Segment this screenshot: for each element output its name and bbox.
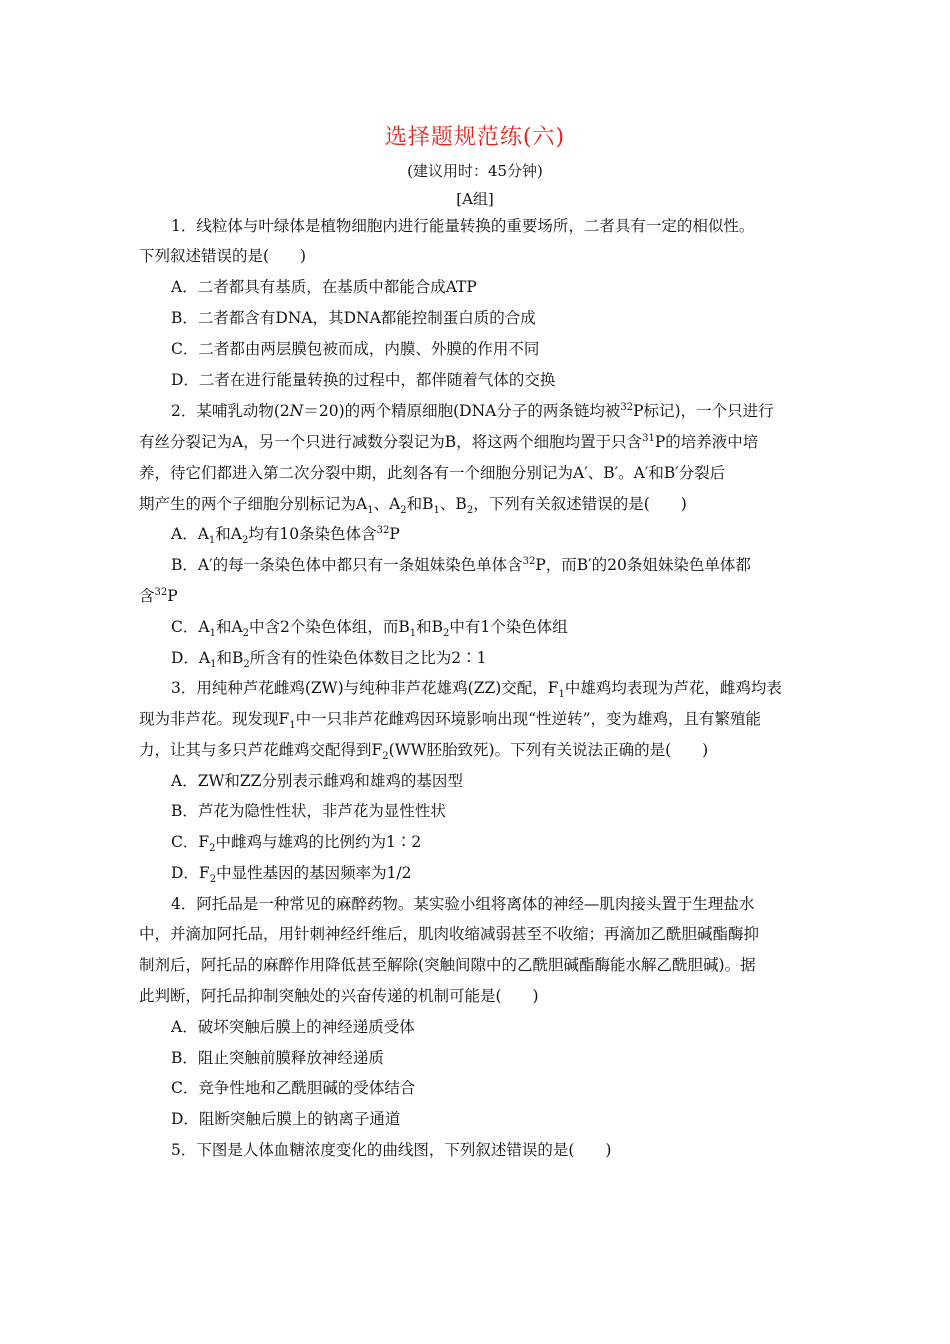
group-label: [A组]: [456, 190, 494, 208]
page-title: 选择题规范练(六): [384, 125, 566, 150]
q2-option-c: C．$A_1$和$A_2$中含2个染色体组，而$B_1$和$B_2$中有1个染色体组: [171, 618, 568, 640]
q4-option-c: C．竞争性地和乙酰胆碱的受体结合: [171, 1079, 416, 1097]
q4-stem-line3: 制剂后，阿托品的麻醉作用降低甚至解除(突触间隙中的乙酰胆碱酯酶能水解乙酰胆碱)。据: [139, 956, 756, 974]
q2-option-b-line2: 含$^{32}$P: [139, 586, 178, 605]
q4-option-d: D．阻断突触后膜上的钠离子通道: [171, 1110, 401, 1128]
q1-stem-line1: 1．线粒体与叶绿体是植物细胞内进行能量转换的重要场所，二者具有一定的相似性。: [171, 217, 755, 235]
q3-option-a: A．ZW和ZZ分别表示雌鸡和雄鸡的基因型: [171, 772, 463, 790]
q4-stem-line4: 此判断，阿托品抑制突触处的兴奋传递的机制可能是( ): [139, 987, 539, 1005]
q5-stem-line1: 5．下图是人体血糖浓度变化的曲线图，下列叙述错误的是( ): [171, 1141, 612, 1159]
q1-stem-line2: 下列叙述错误的是( ): [139, 247, 307, 265]
q2-stem-line1: 2．某哺乳动物(2N＝20)的两个精原细胞(DNA分子的两条链均被$^{32}$P标记)，一个只进行: [171, 401, 774, 420]
q4-stem-line2: 中，并滴加阿托品，用针刺神经纤维后，肌肉收缩减弱甚至不收缩；再滴加乙酰胆碱酯酶抑: [139, 925, 760, 943]
q3-option-c: C．$F_2$中雌鸡与雄鸡的比例约为1∶2: [171, 833, 422, 855]
q2-stem-line2: 有丝分裂记为A，另一个只进行减数分裂记为B，将这两个细胞均置于只含$^{31}$P的培养液中培: [139, 432, 759, 451]
q3-option-b: B．芦花为隐性性状，非芦花为显性性状: [171, 802, 446, 820]
q4-option-a: A．破坏突触后膜上的神经递质受体: [171, 1018, 415, 1036]
q3-option-d: D．$F_2$中显性基因的基因频率为1/2: [171, 864, 412, 886]
q1-option-c: C．二者都由两层膜包被而成，内膜、外膜的作用不同: [171, 340, 540, 358]
q2-option-a: A．$A_1$和$A_2$均有10条染色体含$^{32}$P: [171, 524, 400, 547]
q2-option-d: D．$A_1$和$B_2$所含有的性染色体数目之比为2∶1: [171, 649, 487, 671]
q3-stem-line3: 力，让其与多只芦花雌鸡交配得到$F_2(WW$胚胎致死)。下列有关说法正确的是( ): [139, 741, 709, 763]
q3-stem-line2: 现为非芦花。现发现$F_1$中一只非芦花雌鸡因环境影响出现“性逆转”，变为雄鸡，且有繁殖能: [139, 710, 761, 732]
q4-option-b: B．阻止突触前膜释放神经递质: [171, 1049, 384, 1067]
q4-stem-line1: 4．阿托品是一种常见的麻醉药物。某实验小组将离体的神经—肌肉接头置于生理盐水: [171, 895, 755, 913]
q3-stem-line1: 3．用纯种芦花雌鸡(ZW)与纯种非芦花雄鸡(ZZ)交配，$F_1$中雄鸡均表现为芦花，雌鸡均表: [171, 679, 782, 701]
time-note: (建议用时：45分钟): [407, 162, 543, 180]
q1-option-a: A．二者都具有基质，在基质中都能合成ATP: [171, 278, 477, 296]
q1-option-d: D．二者在进行能量转换的过程中，都伴随着气体的交换: [171, 371, 556, 389]
q2-stem-line4: 期产生的两个子细胞分别标记为$A_1$、$A_2$和$B_1$、$B_2$，下列有关叙述错误的是( ): [139, 495, 687, 517]
q1-option-b: B．二者都含有DNA，其DNA都能控制蛋白质的合成: [171, 309, 536, 327]
q2-option-b-line1: B．A′的每一条染色体中都只有一条姐妹染色单体含$^{32}$P，而B′的20条姐妹染色单体都: [171, 555, 751, 574]
q2-stem-line3: 养，待它们都进入第二次分裂中期，此刻各有一个细胞分别记为A′、B′。A′和B′分裂后: [139, 464, 726, 482]
